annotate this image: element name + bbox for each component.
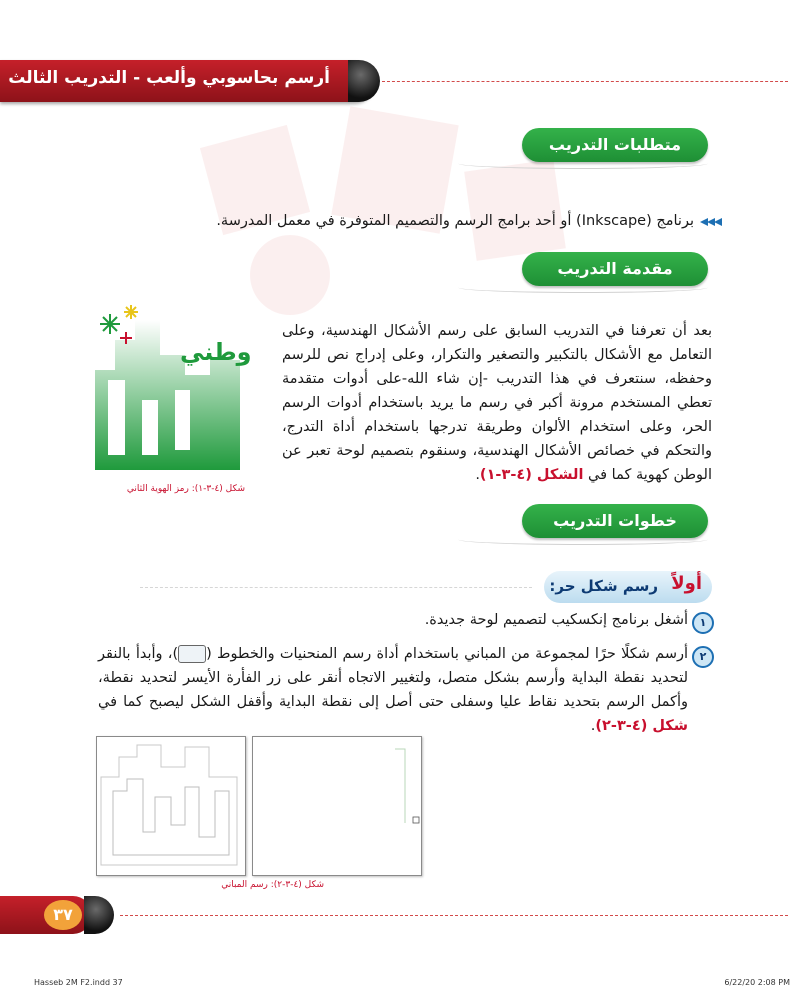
figure-buildings-start xyxy=(252,736,422,876)
bezier-tool-icon xyxy=(178,645,206,663)
step-number-1: ١ xyxy=(692,612,714,634)
page-number: ٣٧ xyxy=(44,900,82,930)
subheading-divider xyxy=(140,587,532,588)
watani-logo xyxy=(90,300,250,475)
footer-cap xyxy=(84,896,114,934)
print-date-info: 6/22/20 2:08 PM xyxy=(724,978,790,987)
intro-figure-ref: الشكل (٤-٣-١) xyxy=(479,467,584,483)
step-2-text xyxy=(98,642,688,738)
figure-buildings-closed xyxy=(96,736,246,876)
step-2-text-a: أرسم شكلًا حرًا لمجموعة من المباني باستخدام أداة رسم المنحنيات والخطوط ( xyxy=(206,646,688,662)
subheading-free-shape xyxy=(544,571,712,603)
requirements-heading-label: متطلبات التدريب xyxy=(522,128,708,162)
steps-heading-label: خطوات التدريب xyxy=(522,504,708,538)
subheading-first: أولاً xyxy=(671,573,702,594)
steps-heading xyxy=(508,504,708,542)
intro-heading-label: مقدمة التدريب xyxy=(522,252,708,286)
bullet-arrows-icon xyxy=(700,216,722,228)
subheading-text: رسم شكل حر: xyxy=(549,577,658,595)
logo-word: وطني xyxy=(180,338,252,366)
footer-divider xyxy=(120,915,788,916)
step-2-figure-ref: شكل (٤-٣-٢) xyxy=(595,718,688,734)
print-file-info: Hasseb 2M F2.indd 37 xyxy=(34,978,123,987)
intro-end: . xyxy=(475,467,480,483)
requirements-item: برنامج (Inkscape) أو أحد برامج الرسم والتصميم المتوفرة في معمل المدرسة. xyxy=(216,213,694,229)
logo-caption: شكل (٤-٣-١): رمز الهوية الثاني xyxy=(126,484,245,494)
intro-paragraph xyxy=(282,319,712,487)
intro-text: بعد أن تعرفنا في التدريب السابق على رسم الأشكال الهندسية، وعلى التعامل مع الأشكال بالتكبير والتصغير والتكرار، وعلى إدراج نص للرسم وحفظه، سنتعرف في هذا التدريب -إن شاء الله-على أدوات متقدمة تعطي المستخدم مرونة أكبر في رسم ما يريد باستخدام أدوات الرسم الحر، وعلى استخدام الألوان وطريقة تدرجها باستخدام أداة التدرج، والتحكم في خصائص الأشكال الهندسية، وسنقوم بتصميم لوحة تعبر عن الوطن كهوية كما في xyxy=(282,323,712,483)
step-2-end: . xyxy=(590,718,596,734)
step-1-text: أشغل برنامج إنكسكيب لتصميم لوحة جديدة. xyxy=(424,612,688,628)
step-2-text-b: )، وأبدأ بالنقر لتحديد نقطة البداية وأرسم بشكل متصل، ولتغيير الاتجاه أنقر على زر الفأرة الأيسر لتحديد نقطة، وأكمل الرسم بتحديد نقاط عليا وسفلى حتى أصل إلى نقطة البداية وأقفل الشكل ليصبح كما في xyxy=(98,646,688,710)
header-divider xyxy=(382,81,788,82)
intro-heading xyxy=(508,252,708,290)
step-number-2: ٢ xyxy=(692,646,714,668)
page-title: أرسم بحاسوبي وألعب - التدريب الثالث xyxy=(8,68,330,88)
figure-2-caption: شكل (٤-٣-٢): رسم المباني xyxy=(221,880,324,890)
requirements-heading xyxy=(508,128,708,166)
